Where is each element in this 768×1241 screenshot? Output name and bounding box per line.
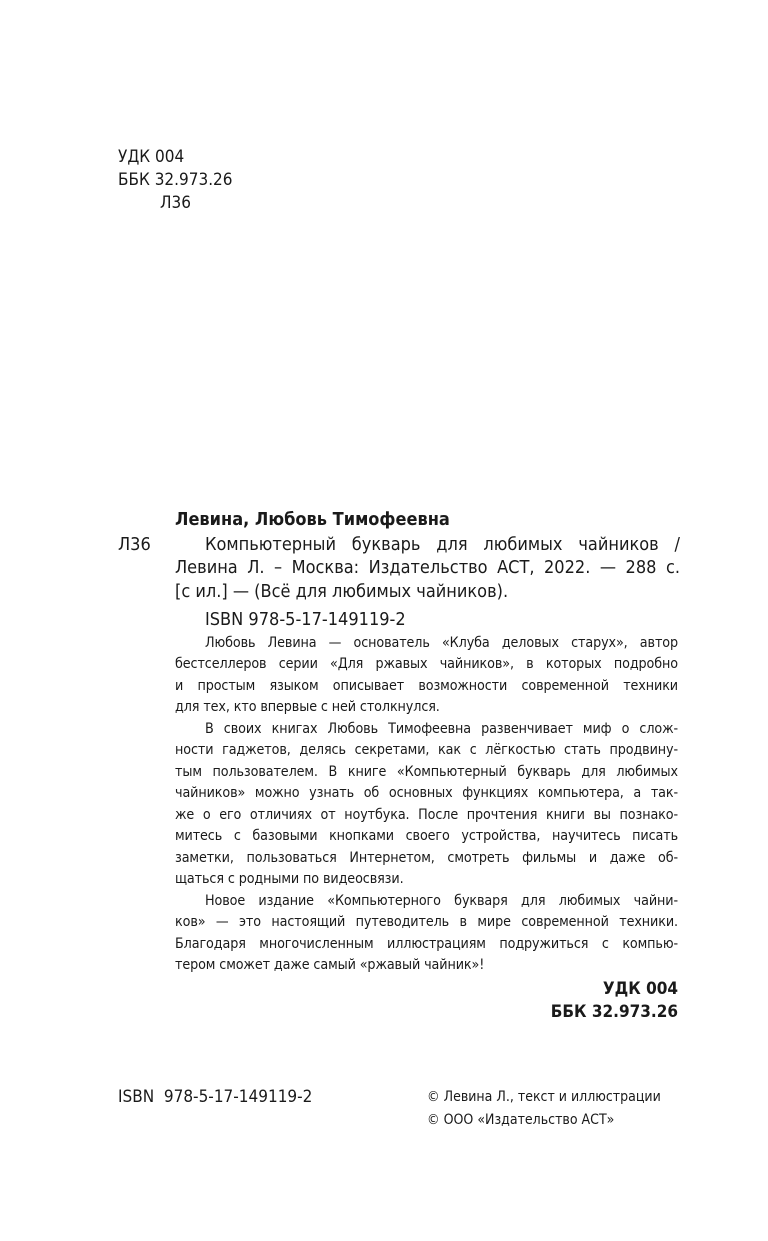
author-name: Левина, Любовь Тимофеевна [175, 509, 450, 530]
bbk-classification: ББК 32.973.26 [550, 1002, 678, 1022]
title-line: Левина Л. – Москва: Издательство АСТ, 2022. — 288 с. [175, 557, 680, 578]
body-line: В своих книгах Любовь Тимофеевна развенчивает миф о слож- [205, 721, 678, 737]
body-line: митесь с базовыми кнопками своего устройства, научитесь писать [175, 828, 678, 844]
body-line: и простым языком описывает возможности современной техники [175, 678, 678, 694]
body-line: тером сможет даже самый «ржавый чайник»! [175, 957, 485, 973]
author-sign-catalog: Л36 [118, 534, 151, 555]
body-line: бестселлеров серии «Для ржавых чайников», в которых подробно [175, 656, 678, 672]
body-line: для тех, кто впервые с ней столкнулся. [175, 699, 440, 715]
body-line: тым пользователем. В книге «Компьютерный букварь для любимых [175, 764, 678, 780]
footer-isbn: ISBN 978-5-17-149119-2 [118, 1087, 313, 1107]
udk-classification: УДК 004 [602, 979, 678, 999]
title-line: Компьютерный букварь для любимых чайников / [205, 534, 680, 555]
body-line: заметки, пользоваться Интернетом, смотреть фильмы и даже об- [175, 850, 678, 866]
udk-code: УДК 004 [118, 147, 185, 167]
body-line: щаться с родными по видеосвязи. [175, 871, 404, 887]
copyright-author: © Левина Л., текст и иллюстрации [427, 1089, 661, 1105]
title-line: [с ил.] — (Всё для любимых чайников). [175, 581, 509, 602]
body-line: Новое издание «Компьютерного букваря для любимых чайни- [205, 893, 678, 909]
body-line: Любовь Левина — основатель «Клуба деловых старух», автор [205, 635, 678, 651]
author-sign: Л36 [160, 193, 191, 213]
body-line: ков» — это настоящий путеводитель в мире современной техники. [175, 914, 678, 930]
copyright-publisher: © ООО «Издательство АСТ» [427, 1112, 615, 1128]
body-line: Благодаря многочисленным иллюстрациям подружиться с компью- [175, 936, 678, 952]
isbn: ISBN 978-5-17-149119-2 [205, 609, 406, 630]
body-line: чайников» можно узнать об основных функциях компьютера, а так- [175, 785, 678, 801]
body-line: же о его отличиях от ноутбука. После прочтения книги вы познако- [175, 807, 678, 823]
bbk-code: ББК 32.973.26 [118, 170, 233, 190]
body-line: ности гаджетов, делясь секретами, как с лёгкостью стать продвину- [175, 742, 678, 758]
